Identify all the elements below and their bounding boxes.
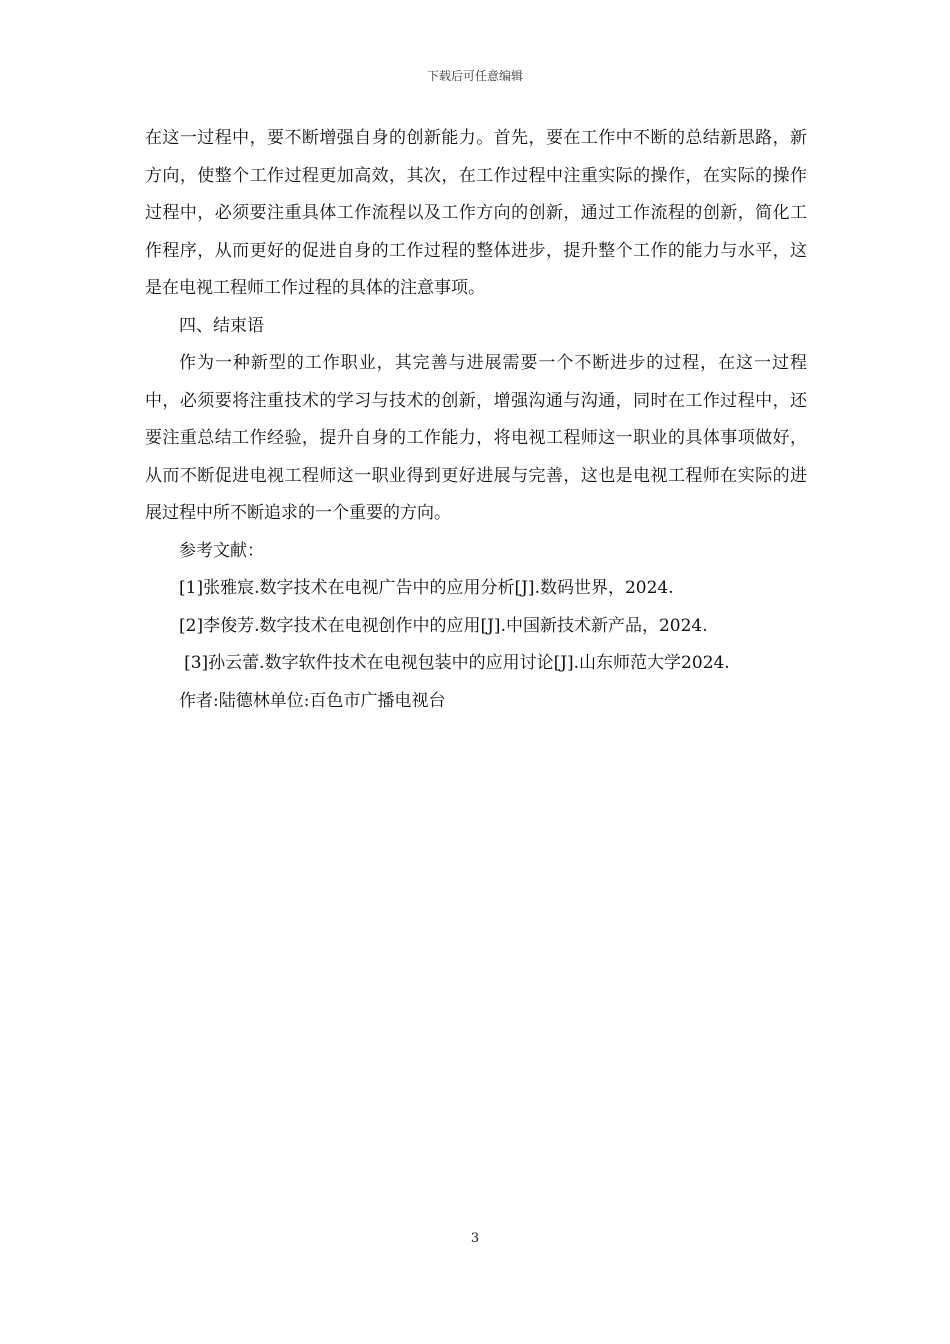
reference-item-3: [3]孙云蕾.数字软件技术在电视包装中的应用讨论[J].山东师范大学2024. [184, 653, 730, 673]
references-heading: 参考文献： [179, 540, 264, 561]
reference-item-2: [2]李俊芳.数字技术在电视创作中的应用[J].中国新技术新产品，2024. [179, 615, 708, 636]
paragraph-innovation: 在这一过程中，要不断增强自身的创新能力。首先，要在工作中不断的总结新思路，新方向，使整个工作过程更加高效，其次，在工作过程中注重实际的操作，在实际的操作过程中，必须要注重具体工作流程以及工作方向的创新，通过工作流程的创新，简化工作程序，从而更好的促进自身的工作过程的整体进步，提升整个工作的能力与水平，这是在电视工程师工作过程的具体的注意事项。 [145, 128, 807, 298]
page-number: 3 [470, 1231, 480, 1246]
author-line: 作者:陆德林单位:百色市广播电视台 [179, 690, 446, 711]
section-heading: 四、结束语 [179, 315, 264, 336]
paragraph-conclusion: 作为一种新型的工作职业，其完善与进展需要一个不断进步的过程，在这一过程中，必须要将注重技术的学习与技术的创新，增强沟通与沟通，同时在工作过程中，还要注重总结工作经验，提升自身的工作能力，将电视工程师这一职业的具体事项做好，从而不断促进电视工程师这一职业得到更好进展与完善，这也是电视工程师在实际的进展过程中所不断追求的一个重要的方向。 [145, 353, 807, 523]
reference-item-1: [1]张雅宸.数字技术在电视广告中的应用分析[J].数码世界，2024. [179, 578, 674, 598]
page-header: 下载后可任意编辑 [426, 69, 523, 83]
document-body [145, 120, 807, 720]
